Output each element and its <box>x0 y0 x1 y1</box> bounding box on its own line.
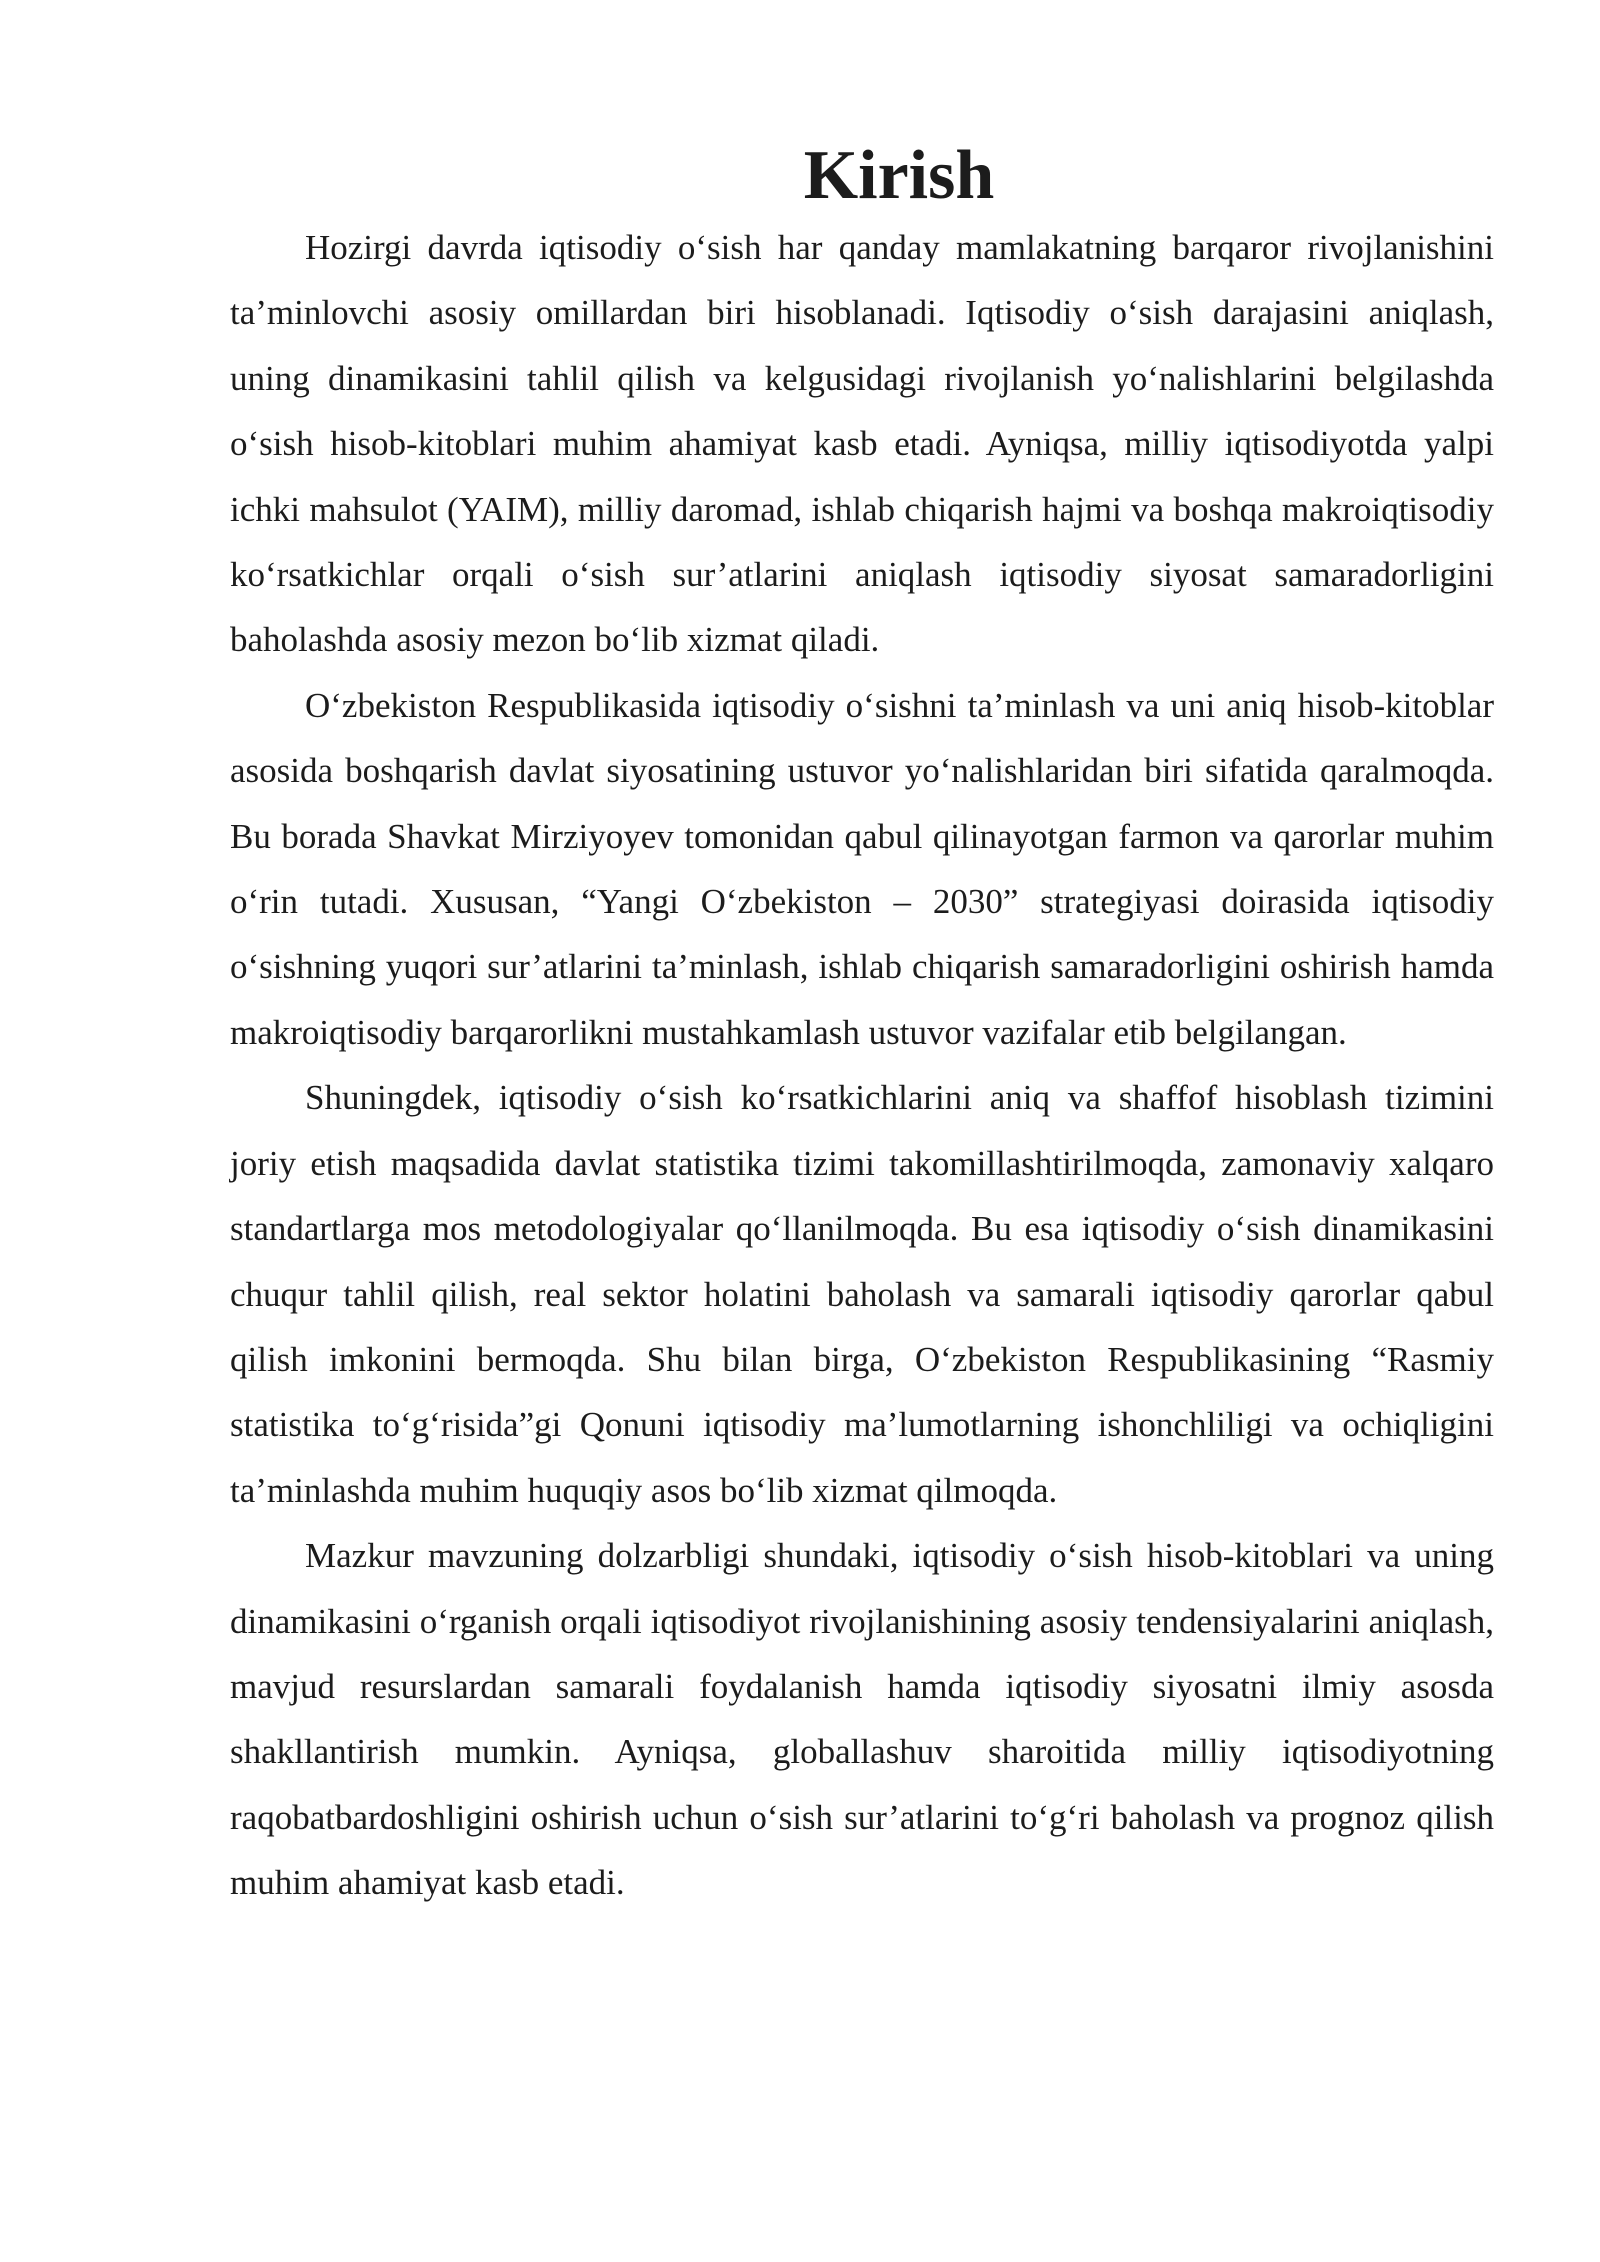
paragraph-2: O‘zbekiston Respublikasida iqtisodiy o‘sishni ta’minlash va uni aniq hisob-kitoblar asosida boshqarish davlat siyosatining ustuvor yo‘nalishlaridan biri sifatida qaralmoqda. Bu borada Shavkat Mirziyoyev tomonidan qabul qilinayotgan farmon va qarorlar muhim o‘rin tutadi. Xususan, “Yangi O‘zbekiston – 2030” strategiyasi doirasida iqtisodiy o‘sishning yuqori sur’atlarini ta’minlash, ishlab chiqarish samaradorligini oshirish hamda makroiqtisodiy barqarorlikni mustahkamlash ustuvor vazifalar etib belgilangan. <box>230 685 1494 1052</box>
paragraph-1: Hozirgi davrda iqtisodiy o‘sish har qanday mamlakatning barqaror rivojlanishini ta’minlovchi asosiy omillardan biri hisoblanadi. Iqtisodiy o‘sish darajasini aniqlash, uning dinamikasini tahlil qilish va kelgusidagi rivojlanish yo‘nalishlarini belgilashda o‘sish hisob-kitoblari muhim ahamiyat kasb etadi. Ayniqsa, milliy iqtisodiyotda yalpi ichki mahsulot (YAIM), milliy daromad, ishlab chiqarish hajmi va boshqa makroiqtisodiy ko‘rsatkichlar orqali o‘sish sur’atlarini aniqlash iqtisodiy siyosat samaradorligini baholashda asosiy mezon bo‘lib xizmat qiladi. <box>230 228 1494 660</box>
document-title: Kirish <box>803 137 995 214</box>
paragraph-3: Shuningdek, iqtisodiy o‘sish ko‘rsatkichlarini aniq va shaffof hisoblash tizimini joriy etish maqsadida davlat statistika tizimi takomillashtirilmoqda, zamonaviy xalqaro standartlarga mos metodologiyalar qo‘llanilmoqda. Bu esa iqtisodiy o‘sish dinamikasini chuqur tahlil qilish, real sektor holatini baholash va samarali iqtisodiy qarorlar qabul qilish imkonini bermoqda. Shu bilan birga, O‘zbekiston Respublikasining “Rasmiy statistika to‘g‘risida”gi Qonuni iqtisodiy ma’lumotlarning ishonchliligi va ochiqligini ta’minlashda muhim huquqiy asos bo‘lib xizmat qilmoqda. <box>230 1078 1494 1510</box>
paragraph-4: Mazkur mavzuning dolzarbligi shundaki, iqtisodiy o‘sish hisob-kitoblari va uning dinamikasini o‘rganish orqali iqtisodiyot rivojlanishining asosiy tendensiyalarini aniqlash, mavjud resurslardan samarali foydalanish hamda iqtisodiy siyosatni ilmiy asosda shakllantirish mumkin. Ayniqsa, globallashuv sharoitida milliy iqtisodiyotning raqobatbardoshligini oshirish uchun o‘sish sur’atlarini to‘g‘ri baholash va prognoz qilish muhim ahamiyat kasb etadi. <box>230 1536 1494 1903</box>
